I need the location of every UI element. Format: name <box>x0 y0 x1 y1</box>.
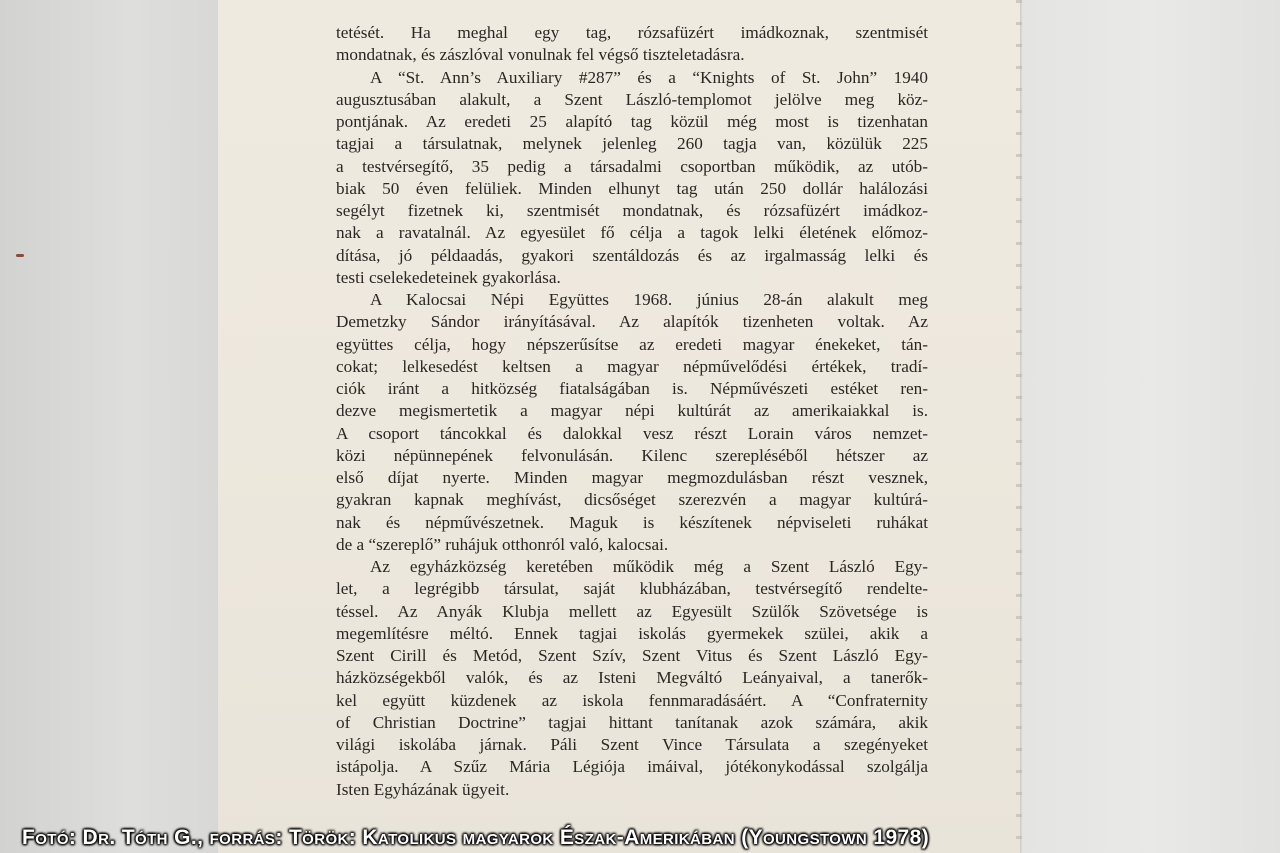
text-line: nak és népművészetnek. Maguk is készítenek népviseleti ruhákat <box>336 512 928 532</box>
text-line: testi cselekedeteinek gyakorlása. <box>336 267 561 287</box>
text-line: együttes célja, hogy népszerűsítse az eredeti magyar énekeket, tán- <box>336 334 928 354</box>
background-left <box>0 0 218 853</box>
text-line: de a “szereplő” ruhájuk otthonról való, kalocsai. <box>336 534 669 554</box>
text-line: ciók iránt a hitközség fiatalságában is. Népművészeti estéket ren- <box>336 379 928 398</box>
text-line: dezve megismertetik a magyar népi kultúrát az amerikaiakkal is. <box>336 401 928 421</box>
text-line: téssel. Az Anyák Klubja mellett az Egyesült Szülők Szövetsége is <box>336 601 928 621</box>
text-line: of Christian Doctrine” tagjai hittant tanítanak azok számára, akik <box>336 712 928 732</box>
text-line: tetését. Ha meghal egy tag, rózsafüzért imádkoznak, szentmisét <box>336 23 928 42</box>
text-line: mondatnak, és zászlóval vonulnak fel végső tiszteletadásra. <box>336 45 745 65</box>
text-line: a testvérsegítő, 35 pedig a társadalmi csoportban működik, az utób- <box>336 156 928 176</box>
text-line: let, a legrégibb társulat, saját klubházában, testvérsegítő rendelte- <box>336 579 928 599</box>
text-line: gyakran kapnak meghívást, dicsőséget szerezvén a magyar kultúrá- <box>336 490 928 510</box>
text-line: megemlítésre méltó. Ennek tagjai iskolás gyermekek szülei, akik a <box>336 623 928 643</box>
text-line: istápolja. A Szűz Mária Légiója imáival, jótékonykodással szolgálja <box>336 757 928 777</box>
text-line: biak 50 éven felüliek. Minden elhunyt tag után 250 dollár halálozási <box>336 178 928 198</box>
text-line: kel együtt küzdenek az iskola fennmaradásáért. A “Confraternity <box>336 690 928 710</box>
text-line: Szent Cirill és Metód, Szent Szív, Szent Vitus és Szent László Egy- <box>336 646 928 665</box>
text-line: nak a ravatalnál. Az egyesület fő célja a tagok lelki életének előmoz- <box>336 223 928 243</box>
background-right <box>1020 0 1280 853</box>
paper-speck <box>16 254 24 257</box>
text-line: pontjának. Az eredeti 25 alapító tag közül még most is tizenhatan <box>336 112 928 131</box>
text-line: első díjat nyerte. Minden magyar megmozdulásban részt vesznek, <box>336 468 928 487</box>
text-line: közi népünnepének felvonulásán. Kilenc szerepléséből hétszer az <box>336 445 928 465</box>
text-line: A Kalocsai Népi Együttes 1968. június 28-án alakult meg <box>370 290 928 309</box>
page-torn-edge <box>1016 0 1022 853</box>
text-line: A csoport táncokkal és dalokkal vesz részt Lorain város nemzet- <box>336 423 928 443</box>
text-line: Isten Egyházának ügyeit. <box>336 779 510 799</box>
text-line: tagjai a társulatnak, melynek jelenleg 260 tagja van, közülük 225 <box>336 134 928 154</box>
text-line: világi iskolába járnak. Páli Szent Vince Társulata a szegényeket <box>336 735 928 754</box>
photo-caption: Fotó: Dr. Tóth G., forrás: Török: Katolikus magyarok Észak-Amerikában (Youngstown 1978) <box>22 826 930 849</box>
text-line: segélyt fizetnek ki, szentmisét mondatnak, és rózsafüzért imádkoz- <box>336 201 928 220</box>
text-line: dítása, jó példaadás, gyakori szentáldozás és az irgalmasság lelki és <box>336 245 928 265</box>
text-line: házközségekből valók, és az Isteni Megváltó Leányaival, a tanerők- <box>336 668 928 688</box>
text-line: A “St. Ann’s Auxiliary #287” és a “Knights of St. John” 1940 <box>370 67 928 87</box>
text-line: Demetzky Sándor irányításával. Az alapítók tizenheten voltak. Az <box>336 312 928 332</box>
page-text <box>336 22 928 801</box>
text-line: augusztusában alakult, a Szent László-templomot jelölve meg köz- <box>336 89 928 109</box>
text-line: cokat; lelkesedést keltsen a magyar népművelődési értékek, tradí- <box>336 356 928 376</box>
text-line: Az egyházközség keretében működik még a Szent László Egy- <box>370 557 928 576</box>
